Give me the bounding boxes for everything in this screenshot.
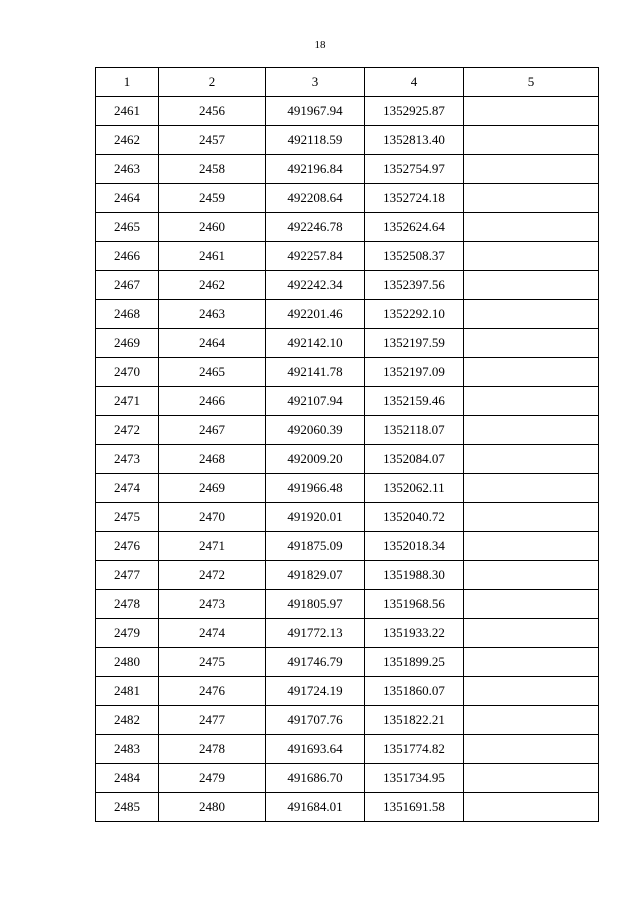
table-cell: 1351933.22 [365, 619, 464, 648]
table-row [96, 387, 599, 416]
table-row [96, 300, 599, 329]
table-cell: 2462 [96, 126, 159, 155]
table-cell [464, 358, 599, 387]
table-cell: 2480 [159, 793, 266, 822]
table-cell: 2471 [96, 387, 159, 416]
table-cell: 1352754.97 [365, 155, 464, 184]
table-row [96, 648, 599, 677]
table-cell [464, 532, 599, 561]
table-cell: 2463 [159, 300, 266, 329]
table-row [96, 503, 599, 532]
table-cell: 1352292.10 [365, 300, 464, 329]
table-cell: 2475 [159, 648, 266, 677]
table-cell: 1352925.87 [365, 97, 464, 126]
table-cell: 1352397.56 [365, 271, 464, 300]
table-cell [464, 184, 599, 213]
table-cell: 2470 [159, 503, 266, 532]
table-cell [464, 677, 599, 706]
table-cell [464, 706, 599, 735]
table-cell: 2479 [96, 619, 159, 648]
table-cell: 2469 [159, 474, 266, 503]
table-cell: 2467 [159, 416, 266, 445]
table-row [96, 764, 599, 793]
table-cell: 492009.20 [266, 445, 365, 474]
table-cell [464, 213, 599, 242]
table-cell: 1352084.07 [365, 445, 464, 474]
table-cell: 1352159.46 [365, 387, 464, 416]
table-row [96, 358, 599, 387]
table-cell: 2470 [96, 358, 159, 387]
column-header: 1 [96, 68, 159, 97]
table-cell [464, 155, 599, 184]
table-cell: 2477 [159, 706, 266, 735]
table-cell: 1351968.56 [365, 590, 464, 619]
table-row [96, 532, 599, 561]
table-cell [464, 590, 599, 619]
table-cell: 1352724.18 [365, 184, 464, 213]
table-row [96, 677, 599, 706]
table-cell: 2479 [159, 764, 266, 793]
table-row [96, 242, 599, 271]
table-cell [464, 271, 599, 300]
table-cell: 2472 [159, 561, 266, 590]
table-cell: 1352624.64 [365, 213, 464, 242]
table-row [96, 619, 599, 648]
table-cell [464, 300, 599, 329]
table-cell: 492208.64 [266, 184, 365, 213]
table-cell: 1351860.07 [365, 677, 464, 706]
table-cell: 2465 [159, 358, 266, 387]
table-cell: 2464 [96, 184, 159, 213]
table-cell: 2466 [159, 387, 266, 416]
table-cell: 492201.46 [266, 300, 365, 329]
table-row [96, 97, 599, 126]
table-row [96, 213, 599, 242]
table-cell: 2475 [96, 503, 159, 532]
table-cell: 2471 [159, 532, 266, 561]
table-cell [464, 474, 599, 503]
table-cell: 491693.64 [266, 735, 365, 764]
table-cell: 2480 [96, 648, 159, 677]
table-cell: 2477 [96, 561, 159, 590]
table-cell: 1352197.59 [365, 329, 464, 358]
table-cell: 1352508.37 [365, 242, 464, 271]
table-cell: 2461 [159, 242, 266, 271]
table-cell: 2473 [159, 590, 266, 619]
table-cell: 2478 [96, 590, 159, 619]
table-cell: 2483 [96, 735, 159, 764]
table-cell: 2478 [159, 735, 266, 764]
table-cell [464, 97, 599, 126]
table-cell: 2458 [159, 155, 266, 184]
table-cell: 1351988.30 [365, 561, 464, 590]
table-cell: 491805.97 [266, 590, 365, 619]
table-row [96, 735, 599, 764]
table-cell [464, 764, 599, 793]
table-cell [464, 416, 599, 445]
table-cell: 2481 [96, 677, 159, 706]
table-cell: 491967.94 [266, 97, 365, 126]
table-cell: 492257.84 [266, 242, 365, 271]
table-cell: 1351774.82 [365, 735, 464, 764]
table-cell: 492246.78 [266, 213, 365, 242]
table-cell: 1351899.25 [365, 648, 464, 677]
table-cell: 492242.34 [266, 271, 365, 300]
table-cell: 1352118.07 [365, 416, 464, 445]
table-cell: 2469 [96, 329, 159, 358]
table-cell: 491829.07 [266, 561, 365, 590]
table-cell [464, 793, 599, 822]
table-cell: 2462 [159, 271, 266, 300]
table-cell: 1352018.34 [365, 532, 464, 561]
column-header: 3 [266, 68, 365, 97]
table-cell: 1352813.40 [365, 126, 464, 155]
table-cell: 492060.39 [266, 416, 365, 445]
table-cell: 1351734.95 [365, 764, 464, 793]
table-cell: 491875.09 [266, 532, 365, 561]
table-cell: 491724.19 [266, 677, 365, 706]
table-cell [464, 126, 599, 155]
table-cell: 2466 [96, 242, 159, 271]
table-row [96, 445, 599, 474]
table-cell: 2476 [96, 532, 159, 561]
table-row [96, 561, 599, 590]
table-cell: 2467 [96, 271, 159, 300]
table-cell: 2464 [159, 329, 266, 358]
table-row [96, 793, 599, 822]
table-row [96, 474, 599, 503]
table-cell [464, 387, 599, 416]
table-cell: 492142.10 [266, 329, 365, 358]
table-cell: 2468 [159, 445, 266, 474]
table-cell: 491746.79 [266, 648, 365, 677]
table-cell: 2456 [159, 97, 266, 126]
table-row [96, 126, 599, 155]
page-number: 18 [314, 39, 326, 51]
table-cell: 491772.13 [266, 619, 365, 648]
table-row [96, 155, 599, 184]
table-row [96, 184, 599, 213]
table-body [96, 97, 599, 822]
column-header: 4 [365, 68, 464, 97]
table-cell: 2473 [96, 445, 159, 474]
table-cell: 2465 [96, 213, 159, 242]
table-cell: 2472 [96, 416, 159, 445]
table-cell: 2468 [96, 300, 159, 329]
table-cell: 2474 [159, 619, 266, 648]
table-cell: 1351822.21 [365, 706, 464, 735]
table-cell: 2474 [96, 474, 159, 503]
table-row [96, 706, 599, 735]
column-header: 2 [159, 68, 266, 97]
table-cell [464, 561, 599, 590]
table-cell: 2460 [159, 213, 266, 242]
column-header: 5 [464, 68, 599, 97]
table-row [96, 329, 599, 358]
table-cell: 492118.59 [266, 126, 365, 155]
table-cell: 492141.78 [266, 358, 365, 387]
table-cell: 2459 [159, 184, 266, 213]
table-cell [464, 329, 599, 358]
table-cell: 2484 [96, 764, 159, 793]
table-cell: 2463 [96, 155, 159, 184]
table-cell: 2457 [159, 126, 266, 155]
table-cell [464, 648, 599, 677]
table-cell: 491684.01 [266, 793, 365, 822]
table-cell: 491966.48 [266, 474, 365, 503]
table-cell: 491920.01 [266, 503, 365, 532]
table-row [96, 416, 599, 445]
table-cell: 1352062.11 [365, 474, 464, 503]
coordinates-table [95, 67, 599, 822]
table-cell [464, 242, 599, 271]
table-cell: 1352040.72 [365, 503, 464, 532]
table-cell: 1352197.09 [365, 358, 464, 387]
table-row [96, 271, 599, 300]
table-cell: 492196.84 [266, 155, 365, 184]
table-cell: 1351691.58 [365, 793, 464, 822]
table-cell: 492107.94 [266, 387, 365, 416]
table-cell: 2485 [96, 793, 159, 822]
table-cell: 491707.76 [266, 706, 365, 735]
table-cell: 2476 [159, 677, 266, 706]
header-row [96, 68, 599, 97]
table-cell [464, 619, 599, 648]
table-cell [464, 735, 599, 764]
table-cell: 2461 [96, 97, 159, 126]
table-cell [464, 445, 599, 474]
table-row [96, 590, 599, 619]
table-cell: 2482 [96, 706, 159, 735]
table-cell [464, 503, 599, 532]
table-cell: 491686.70 [266, 764, 365, 793]
